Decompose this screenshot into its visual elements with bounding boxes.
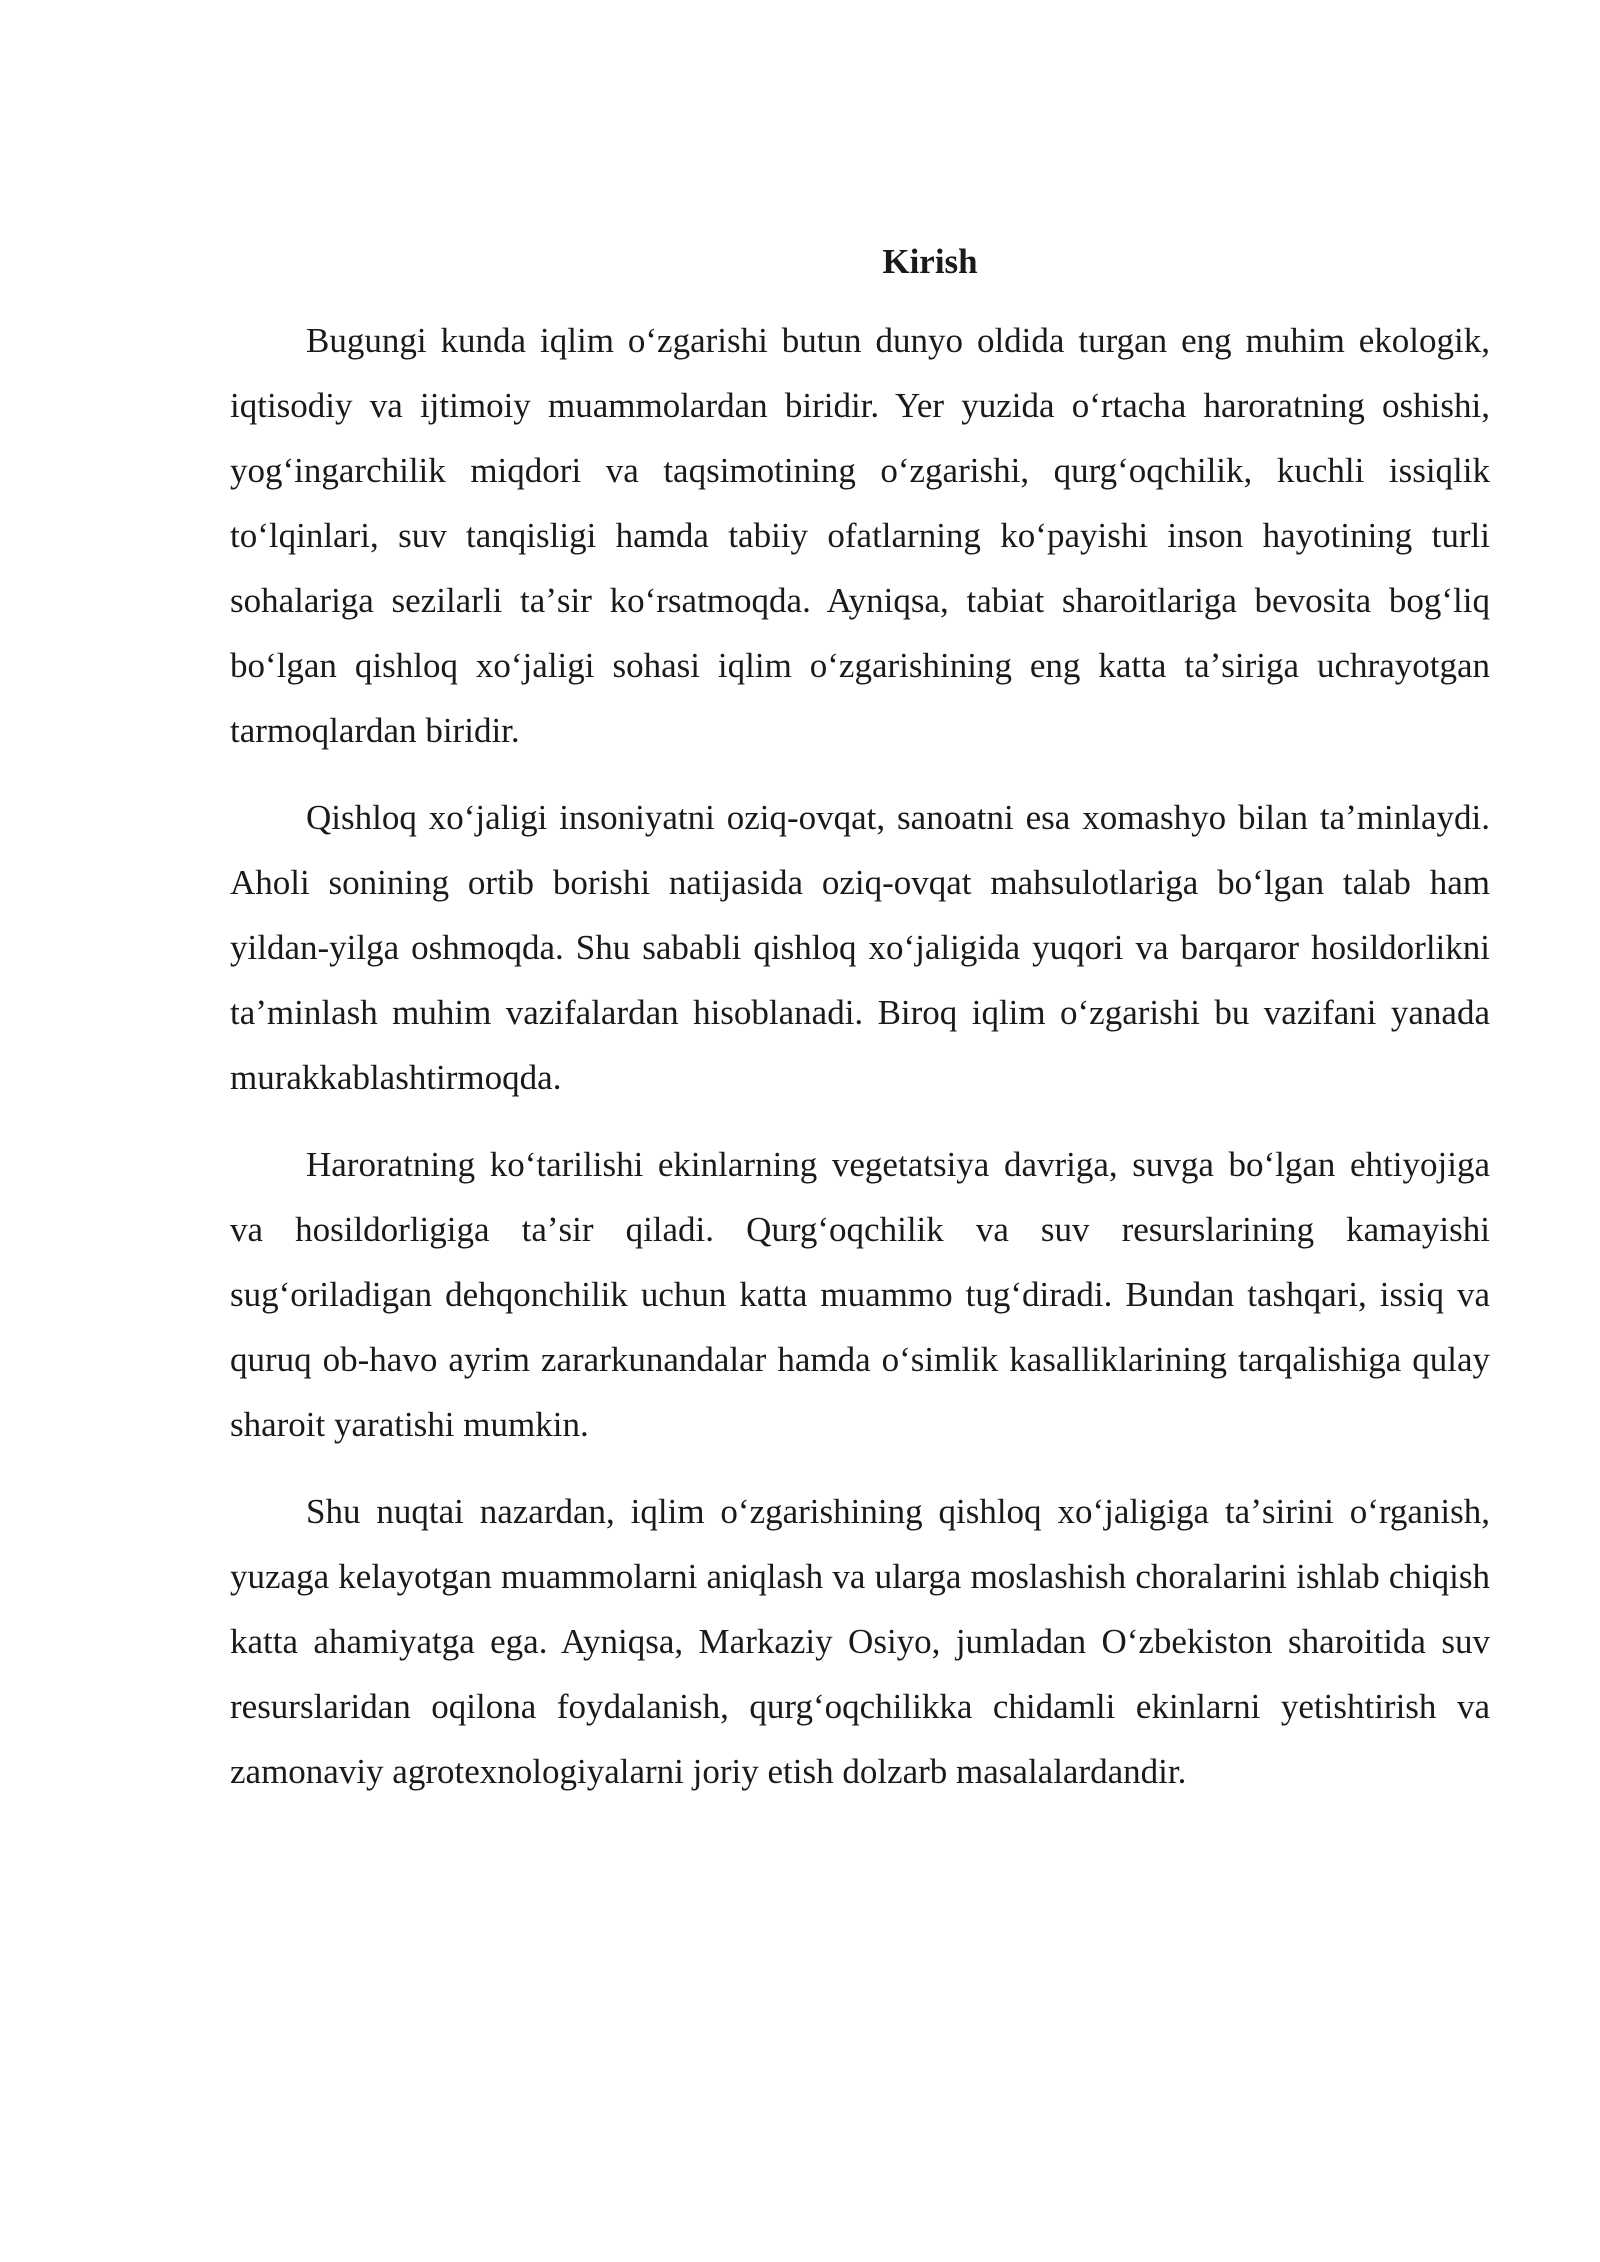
paragraph-2: Qishloq xoʻjaligi insoniyatni oziq-ovqat, sanoatni esa xomashyo bilan taʼminlaydi. Aholi sonining ortib borishi natijasida oziq-ovqat mahsulotlariga boʻlgan talab ham yildan-yilga oshmoqda. Shu sababli qishloq xoʻjaligida yuqori va barqaror hosildorlikni taʼminlash muhim vazifalardan hisoblanadi. Biroq iqlim oʻzgarishi bu vazifani yanada murakkablashtirmoqda. xyxy=(230,798,1490,1097)
paragraph-4: Shu nuqtai nazardan, iqlim oʻzgarishining qishloq xoʻjaligiga taʼsirini oʻrganish, yuzaga kelayotgan muammolarni aniqlash va ularga moslashish choralarini ishlab chiqish katta ahamiyatga ega. Ayniqsa, Markaziy Osiyo, jumladan Oʻzbekiston sharoitida suv resurslaridan oqilona foydalanish, qurgʻoqchilikka chidamli ekinlarni yetishtirish va zamonaviy agrotexnologiyalarni joriy etish dolzarb masalalardandir. xyxy=(230,1492,1490,1791)
section-title: Kirish xyxy=(882,242,978,281)
document-body xyxy=(230,238,1490,1826)
paragraph-1: Bugungi kunda iqlim oʻzgarishi butun dunyo oldida turgan eng muhim ekologik, iqtisodiy va ijtimoiy muammolardan biridir. Yer yuzida oʻrtacha haroratning oshishi, yogʻingarchilik miqdori va taqsimotining oʻzgarishi, qurgʻoqchilik, kuchli issiqlik toʻlqinlari, suv tanqisligi hamda tabiiy ofatlarning koʻpayishi inson hayotining turli sohalariga sezilarli taʼsir koʻrsatmoqda. Ayniqsa, tabiat sharoitlariga bevosita bogʻliq boʻlgan qishloq xoʻjaligi sohasi iqlim oʻzgarishining eng katta taʼsiriga uchrayotgan tarmoqlardan biridir. xyxy=(230,321,1490,750)
paragraph-3: Haroratning koʻtarilishi ekinlarning vegetatsiya davriga, suvga boʻlgan ehtiyojiga va hosildorligiga taʼsir qiladi. Qurgʻoqchilik va suv resurslarining kamayishi sugʻoriladigan dehqonchilik uchun katta muammo tugʻdiradi. Bundan tashqari, issiq va quruq ob-havo ayrim zararkunandalar hamda oʻsimlik kasalliklarining tarqalishiga qulay sharoit yaratishi mumkin. xyxy=(230,1145,1490,1444)
